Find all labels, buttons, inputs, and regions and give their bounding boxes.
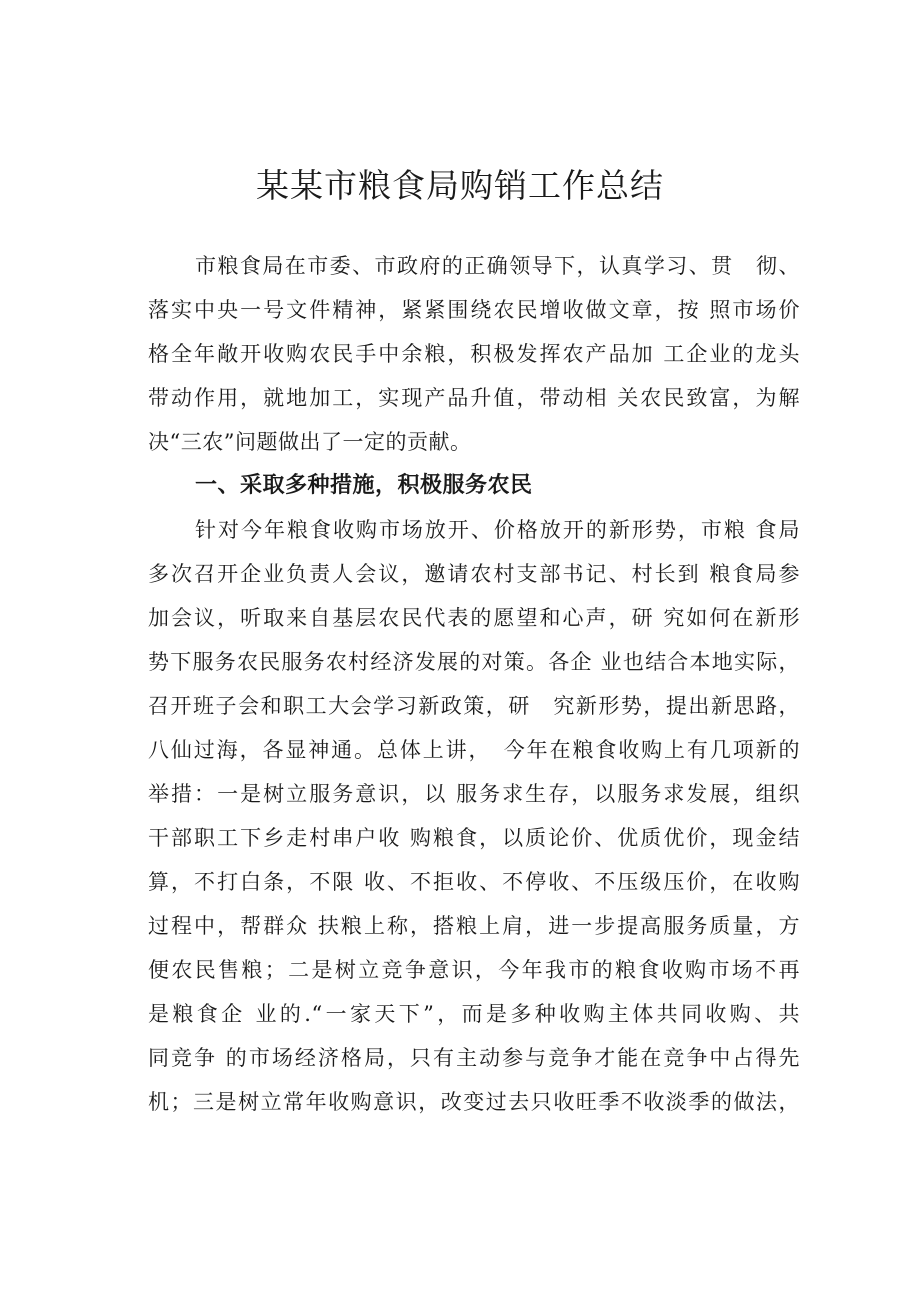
- paragraph-line: 带动作用，就地加工，实现产品升值，带动相 关农民致富，为解: [148, 386, 800, 410]
- paragraph-line: 针对今年粮食收购市场放开、价格放开的新形势，市粮 食局: [195, 518, 800, 542]
- paragraph-line: 决“三农”问题做出了一定的贡献。: [148, 430, 472, 454]
- paragraph-line: 多次召开企业负责人会议，邀请农村支部书记、村长到 粮食局参: [148, 562, 800, 586]
- paragraph-line: 势下服务农民服务农村经济发展的对策。各企 业也结合本地实际，: [148, 650, 800, 674]
- section1-paragraph: [148, 508, 800, 1124]
- paragraph-line: 召开班子会和职工大会学习新政策，研 究新形势，提出新思路，: [148, 694, 800, 718]
- paragraph-line: 是粮食企 业的.“一家天下”，而是多种收购主体共同收购、共: [148, 1002, 800, 1026]
- paragraph-line: 同竞争 的市场经济格局，只有主动参与竞争才能在竞争中占得先: [148, 1046, 800, 1070]
- paragraph-line: 干部职工下乡走村串户收 购粮食，以质论价、优质优价，现金结: [148, 826, 800, 850]
- document-title: 某某市粮食局购销工作总结: [256, 166, 664, 205]
- paragraph-line: 举措：一是树立服务意识，以 服务求生存，以服务求发展，组织: [148, 782, 800, 806]
- paragraph-line: 加会议，听取来自基层农民代表的愿望和心声，研 究如何在新形: [148, 606, 800, 630]
- section-heading-container: [148, 464, 800, 508]
- paragraph-line: 便农民售粮；二是树立竞争意识，今年我市的粮食收购市场不再: [148, 958, 800, 982]
- paragraph-line: 算，不打白条，不限 收、不拒收、不停收、不压级压价，在收购: [148, 870, 800, 894]
- paragraph-line: 落实中央一号文件精神，紧紧围绕农民增收做文章，按 照市场价: [148, 298, 800, 322]
- section-heading: 一、采取多种措施，积极服务农民: [195, 473, 533, 498]
- paragraph-line: 八仙过海，各显神通。总体上讲， 今年在粮食收购上有几项新的: [148, 738, 800, 762]
- paragraph-line: 格全年敞开收购农民手中余粮，积极发挥农产品加 工企业的龙头: [148, 342, 800, 366]
- paragraph-line: 过程中，帮群众 扶粮上称，搭粮上肩，进一步提高服务质量，方: [148, 914, 800, 938]
- paragraph-line: 市粮食局在市委、市政府的正确领导下，认真学习、贯 彻、: [195, 254, 800, 278]
- intro-paragraph: [148, 244, 800, 464]
- paragraph-line: 机；三是树立常年收购意识，改变过去只收旺季不收淡季的做法，: [148, 1090, 800, 1114]
